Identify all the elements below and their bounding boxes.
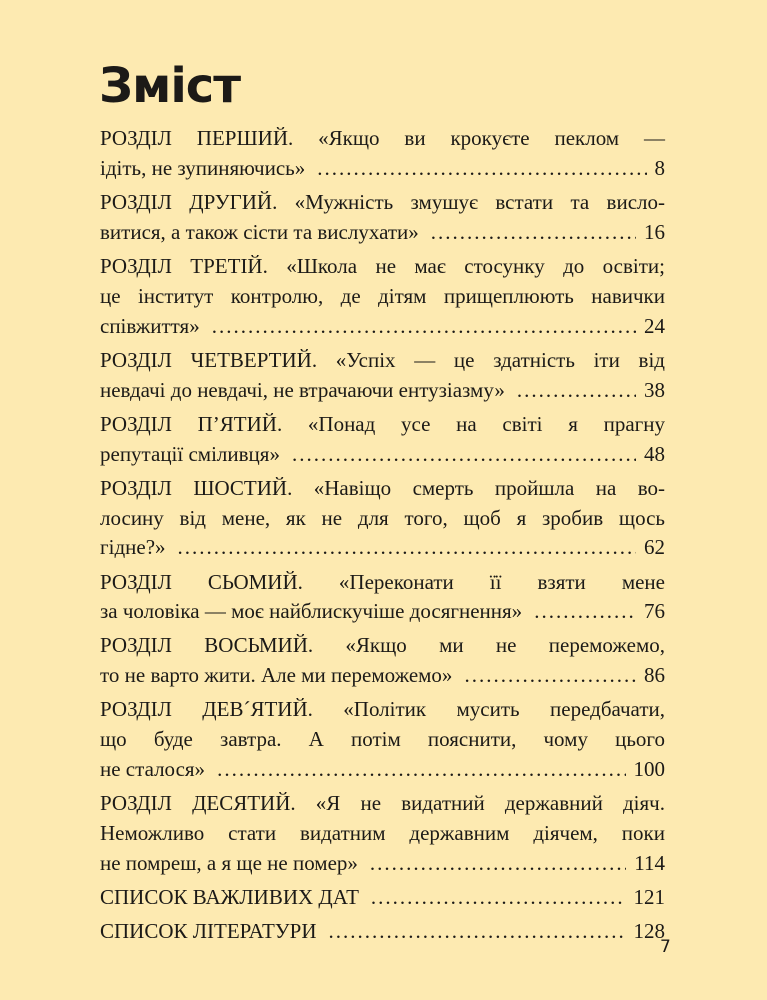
page-number: 7 bbox=[660, 937, 671, 957]
toc-entry-line: РОЗДІЛ ДРУГИЙ. «Мужність змушує встати та висло- bbox=[100, 189, 665, 214]
toc-entry-line: РОЗДІЛ СЬОМИЙ. «Переконати її взяти мене bbox=[100, 569, 665, 594]
toc-page-number: 38 bbox=[644, 377, 665, 402]
toc-page-number: 86 bbox=[644, 663, 665, 688]
toc-entry-line: РОЗДІЛ ДЕСЯТИЙ. «Я не видатний державний діяч. bbox=[100, 791, 665, 816]
toc-entry[interactable] bbox=[100, 789, 665, 878]
dot-leader bbox=[517, 376, 636, 406]
dot-leader bbox=[431, 218, 636, 248]
toc-entry-last-line bbox=[100, 917, 665, 947]
toc-entry[interactable] bbox=[100, 631, 665, 691]
dot-leader bbox=[292, 440, 636, 470]
toc-entry-text: витися, а також сісти та вислухати» bbox=[100, 219, 419, 244]
toc-entry-last-line bbox=[100, 533, 665, 563]
toc-page-number: 48 bbox=[644, 441, 665, 466]
toc-page-number: 121 bbox=[633, 885, 665, 910]
toc-entry[interactable] bbox=[100, 917, 665, 947]
toc-page-number: 24 bbox=[644, 313, 665, 338]
toc-entry-line: що буде завтра. А потім пояснити, чому цього bbox=[100, 727, 665, 752]
toc-entry-text: то не варто жити. Але ми переможемо» bbox=[100, 663, 453, 688]
toc-entry-line: РОЗДІЛ П’ЯТИЙ. «Понад усе на світі я прагну bbox=[100, 411, 665, 436]
toc-entry-line: РОЗДІЛ ЧЕТВЕРТИЙ. «Успіх — це здатність іти від bbox=[100, 347, 665, 372]
toc-entry[interactable] bbox=[100, 188, 665, 248]
toc-entry-last-line bbox=[100, 597, 665, 627]
toc-entry[interactable] bbox=[100, 474, 665, 563]
table-of-contents bbox=[100, 124, 665, 947]
toc-entry[interactable] bbox=[100, 695, 665, 784]
toc-entry-text: репутації сміливця» bbox=[100, 441, 280, 466]
toc-entry-text: гідне?» bbox=[100, 535, 166, 560]
dot-leader bbox=[464, 661, 636, 691]
toc-entry-text: не помреш, а я ще не помер» bbox=[100, 850, 358, 875]
toc-entry-last-line bbox=[100, 376, 665, 406]
toc-entry-last-line bbox=[100, 849, 665, 879]
toc-page-number: 100 bbox=[633, 757, 665, 782]
toc-page-number: 76 bbox=[644, 599, 665, 624]
toc-entry-line: РОЗДІЛ ШОСТИЙ. «Навіщо смерть пройшла на во- bbox=[100, 475, 665, 500]
toc-entry-text: СПИСОК ЛІТЕРАТУРИ bbox=[100, 919, 317, 944]
toc-entry-text: не сталося» bbox=[100, 757, 206, 782]
toc-entry-last-line bbox=[100, 218, 665, 248]
toc-entry[interactable] bbox=[100, 568, 665, 628]
toc-entry-line: це інститут контролю, де дітям прищеплюють навички bbox=[100, 283, 665, 308]
dot-leader bbox=[217, 755, 625, 785]
toc-entry-text: невдачі до невдачі, не втрачаючи ентузіазму» bbox=[100, 377, 505, 402]
dot-leader bbox=[534, 597, 636, 627]
toc-entry-text: за чоловіка — моє найблискучіше досягнення» bbox=[100, 599, 523, 624]
dot-leader bbox=[212, 312, 636, 342]
toc-entry[interactable] bbox=[100, 410, 665, 470]
toc-entry-last-line bbox=[100, 312, 665, 342]
toc-entry-line: РОЗДІЛ ПЕРШИЙ. «Якщо ви крокуєте пеклом — bbox=[100, 126, 665, 150]
dot-leader bbox=[329, 917, 626, 947]
toc-entry-line: РОЗДІЛ ДЕВ´ЯТИЙ. «Політик мусить передбачати, bbox=[100, 697, 665, 722]
toc-entry-last-line bbox=[100, 883, 665, 913]
dot-leader bbox=[178, 533, 636, 563]
toc-page-number: 16 bbox=[644, 219, 665, 244]
toc-page-number: 8 bbox=[654, 155, 665, 180]
toc-entry-last-line bbox=[100, 440, 665, 470]
toc-entry-line: РОЗДІЛ ВОСЬМИЙ. «Якщо ми не переможемо, bbox=[100, 633, 665, 658]
page-title: Зміст bbox=[99, 58, 241, 114]
dot-leader bbox=[317, 154, 646, 184]
toc-entry[interactable] bbox=[100, 252, 665, 341]
toc-entry-last-line bbox=[100, 154, 665, 184]
dot-leader bbox=[370, 849, 626, 879]
toc-page-number: 128 bbox=[633, 919, 665, 944]
toc-page-number: 114 bbox=[634, 850, 665, 875]
toc-entry[interactable] bbox=[100, 346, 665, 406]
dot-leader bbox=[371, 883, 626, 913]
toc-entry-line: Неможливо стати видатним державним діячем, поки bbox=[100, 821, 665, 846]
toc-page-number: 62 bbox=[644, 535, 665, 560]
toc-entry[interactable] bbox=[100, 124, 665, 184]
toc-entry-last-line bbox=[100, 755, 665, 785]
toc-entry-last-line bbox=[100, 661, 665, 691]
toc-entry-text: ідіть, не зупиняючись» bbox=[100, 155, 306, 180]
toc-entry-line: лосину від мене, як не для того, щоб я зробив щось bbox=[100, 505, 665, 530]
toc-entry[interactable] bbox=[100, 883, 665, 913]
toc-entry-line: РОЗДІЛ ТРЕТІЙ. «Школа не має стосунку до освіти; bbox=[100, 253, 665, 278]
toc-entry-text: СПИСОК ВАЖЛИВИХ ДАТ bbox=[100, 885, 359, 910]
toc-entry-text: співжиття» bbox=[100, 313, 200, 338]
